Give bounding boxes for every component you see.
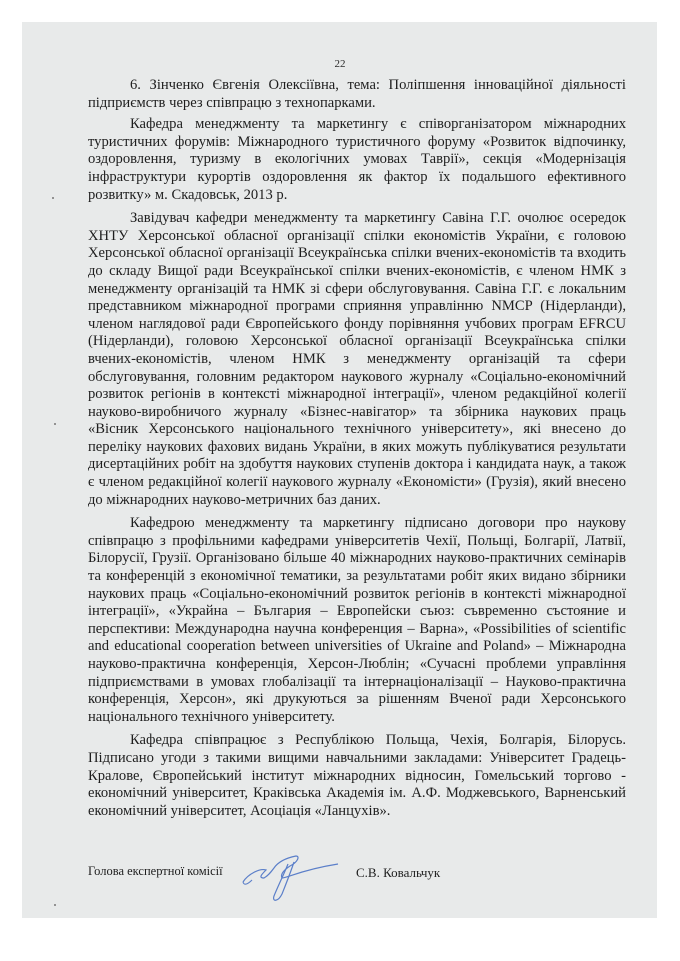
paragraph-thesis-item: 6. Зінченко Євгенія Олексіївна, тема: Поліпшення інноваційної діяльності підприємств через співпрацю з технопарками. bbox=[88, 77, 626, 111]
handwritten-signature bbox=[238, 852, 348, 904]
paragraph-partner-institutions: Кафедра співпрацює з Республікою Польща, Чехія, Болгарія, Білорусь. Підписано угоди з такими вищими навчальними закладами: Університет Градець-Кралове, Європейський інститут міжнародних відносин, Гомельський торгово - економічний університет, Краківська Академія ім. А.Ф. Моджевського, Варненський економічний університет, Асоціація «Ланцухів». bbox=[88, 732, 626, 819]
signature-block bbox=[88, 864, 628, 894]
scan-speck bbox=[52, 197, 54, 199]
scan-speck bbox=[54, 423, 56, 425]
document-body bbox=[88, 77, 626, 826]
paragraph-forums: Кафедра менеджменту та маркетингу є співорганізатором міжнародних туристичних форумів: Міжнародного туристичного форуму «Розвиток відпочинку, оздоровлення, туризму в екологічних умовах Таврії», секція «Модернізація інфраструктури курортів оздоровлення як фактор їх подальшого ефективного розвитку» м. Скадовськ, 2013 р. bbox=[88, 116, 626, 203]
signatory-name: С.В. Ковальчук bbox=[356, 865, 441, 880]
scan-speck bbox=[54, 904, 56, 906]
paragraph-cooperation-agreements: Кафедрою менеджменту та маркетингу підписано договори про наукову співпрацю з профільними кафедрами університетів Чехії, Польщі, Болгарії, Латвії, Білорусії, Грузії. Організовано більше 40 міжнародних науково-практичних семінарів та конференцій з економічної тематики, за результатами робіт яких видано збірники наукових праць «Соціально-економічний розвиток регіонів в контексті міжнародної інтеграції», «Украйна – България – Европейски съюз: съвременно състояние и перспективи: Международна научна конференция – Варна», «Possibilities of scientific and educational cooperation between universities of Ukraine and Poland» – Міжнародна науково-практична конференція, Херсон-Люблін; «Сучасні проблеми управління підприємствами в умовах глобалізації та інтернаціоналізації – Науково-практична конференція, Херсон», які друкуються за рішенням Вченої ради Херсонського національного технічного університету. bbox=[88, 515, 626, 725]
paragraph-head-of-department: Завідувач кафедри менеджменту та маркетингу Савіна Г.Г. очолює осередок ХНТУ Херсонської обласної організації спілки економістів України, є головою Херсонської обласної організації Всеукраїнська спілки вчених-економістів та входить до складу Вищої ради Всеукраїнської спілки вчених-економістів, є членом НМК з менеджменту організацій та НМК зі сфери обслуговування. Савіна Г.Г. є локальним представником міжнародної програми сприяння управлінню NMCP (Нідерланди), членом наглядової ради Європейського фонду порівняння учбових програм EFRCU (Нідерланди), головою Херсонської обласної організації Всеукраїнська спілки вчених-економістів, членом НМК з менеджменту організацій та сфери обслуговування, головним редактором наукового журналу «Соціально-економічний розвиток регіонів в контексті міжнародної інтеграції», членом редакційної колегії науково-виробничого журналу «Бізнес-навігатор» та збірника наукових праць «Вісник Херсонського національного технічного університету», які внесено до переліку наукових фахових видань України, в яких можуть публікуватися результати дисертаційних робіт на здобуття наукових ступенів доктора і кандидата наук, а також є членом редакційної колегії наукового журналу «Економісти» (Грузія), який внесено до міжнародних науково-метричних баз даних. bbox=[88, 210, 626, 508]
page-number: 22 bbox=[334, 58, 346, 70]
signature-title: Голова експертної комісії bbox=[88, 864, 223, 878]
